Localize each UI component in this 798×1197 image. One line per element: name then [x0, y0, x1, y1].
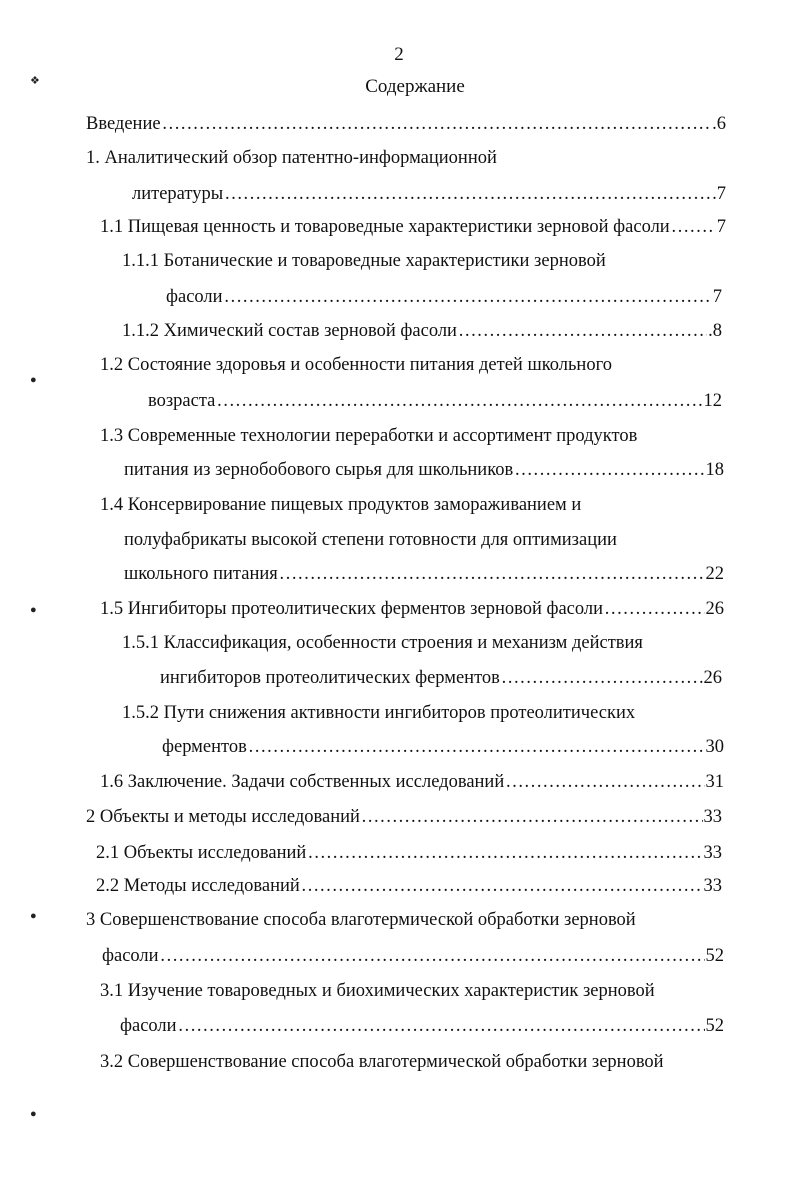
toc-entry-3-2[interactable]: 3.2 Совершенствование способа влаготермической обработки зерновой	[100, 1052, 664, 1072]
toc-entry-1-4-cont[interactable]: полуфабрикаты высокой степени готовности для оптимизации	[124, 530, 617, 550]
toc-entry-1-1-1[interactable]: 1.1.1 Ботанические и товароведные характеристики зерновой	[122, 251, 606, 271]
toc-entry-1-5-2-cont[interactable]: ферментов …………………………………………………………………………………………………………………………………………………………………………………… 30	[162, 735, 724, 759]
toc-entry-1-4-cont2[interactable]: школьного питания …………………………………………………………………………………………………………………………………………………………………………………… 22	[124, 562, 724, 586]
page-number: 2	[394, 44, 404, 65]
toc-entry-intro[interactable]: Введение …………………………………………………………………………………………………………………………………………………………………………………… .6	[86, 112, 726, 136]
toc-entry-1-5[interactable]: 1.5 Ингибиторы протеолитических ферментов зерновой фасоли …………………………………………………………………………………………………………………………………………………………………………………… 26	[100, 597, 724, 621]
toc-entry-2-1[interactable]: 2.1 Объекты исследований …………………………………………………………………………………………………………………………………………………………………………………… 33	[96, 841, 722, 865]
margin-mark: ●	[30, 374, 37, 386]
toc-entry-1-1[interactable]: 1.1 Пищевая ценность и товароведные характеристики зерновой фасоли …………………………………………………………………………………………………………………………………………………………………………………… 7	[100, 215, 726, 239]
toc-entry-1-1-1-cont[interactable]: фасоли …………………………………………………………………………………………………………………………………………………………………………………… 7	[166, 285, 722, 309]
toc-entry-1-5-1[interactable]: 1.5.1 Классификация, особенности строения и механизм действия	[122, 633, 643, 653]
margin-mark: ●	[30, 604, 37, 616]
toc-entry-1[interactable]: 1. Аналитический обзор патентно-информационной	[86, 148, 497, 168]
toc-title: Содержание	[365, 76, 465, 97]
toc-entry-1-3-cont[interactable]: питания из зернобобового сырья для школьников …………………………………………………………………………………………………………………………………………………………………………………… 18	[124, 458, 724, 482]
toc-entry-2[interactable]: 2 Объекты и методы исследований …………………………………………………………………………………………………………………………………………………………………………………… 33	[86, 805, 722, 829]
toc-entry-1-1-2[interactable]: 1.1.2 Химический состав зерновой фасоли …………………………………………………………………………………………………………………………………………………………………………………… .8	[122, 319, 722, 343]
toc-entry-1-2[interactable]: 1.2 Состояние здоровья и особенности питания детей школьного	[100, 355, 612, 375]
toc-entry-1-5-2[interactable]: 1.5.2 Пути снижения активности ингибиторов протеолитических	[122, 703, 636, 723]
toc-entry-3-1[interactable]: 3.1 Изучение товароведных и биохимических характеристик зерновой	[100, 981, 655, 1001]
toc-entry-1-2-cont[interactable]: возраста …………………………………………………………………………………………………………………………………………………………………………………… 12	[148, 389, 722, 413]
toc-entry-3[interactable]: 3 Совершенствование способа влаготермической обработки зерновой	[86, 910, 636, 930]
toc-entry-1-4[interactable]: 1.4 Консервирование пищевых продуктов замораживанием и	[100, 495, 582, 515]
toc-entry-1-5-1-cont[interactable]: ингибиторов протеолитических ферментов …………………………………………………………………………………………………………………………………………………………………………………… 26	[160, 666, 722, 690]
toc-entry-1-6[interactable]: 1.6 Заключение. Задачи собственных исследований …………………………………………………………………………………………………………………………………………………………………………………… 31	[100, 770, 724, 794]
toc-entry-3-cont[interactable]: фасоли …………………………………………………………………………………………………………………………………………………………………………………… 52	[102, 944, 724, 968]
margin-mark: ●	[30, 910, 37, 922]
toc-entry-3-1-cont[interactable]: фасоли …………………………………………………………………………………………………………………………………………………………………………………… 52	[120, 1014, 724, 1038]
toc-entry-1-cont[interactable]: литературы …………………………………………………………………………………………………………………………………………………………………………………… 7	[132, 182, 726, 206]
margin-mark: ❖	[30, 75, 40, 87]
toc-entry-2-2[interactable]: 2.2 Методы исследований …………………………………………………………………………………………………………………………………………………………………………………… 33	[96, 874, 722, 898]
toc-entry-1-3[interactable]: 1.3 Современные технологии переработки и ассортимент продуктов	[100, 426, 638, 446]
margin-mark: ●	[30, 1108, 37, 1120]
